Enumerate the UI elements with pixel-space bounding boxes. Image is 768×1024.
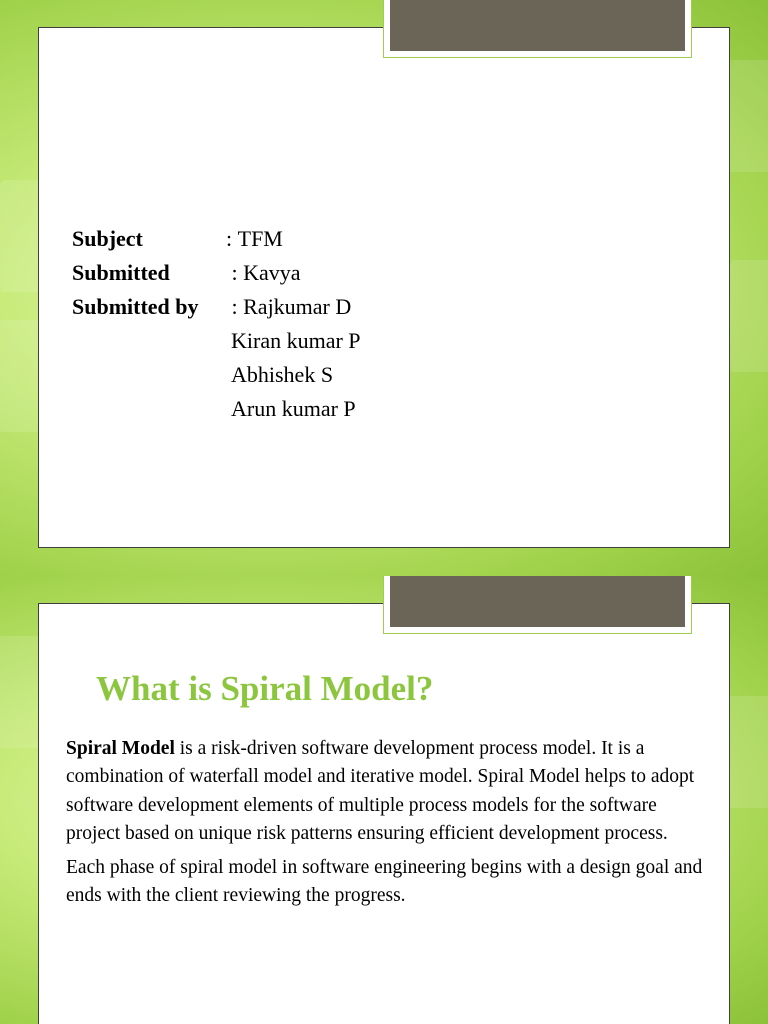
bold-term: Spiral Model	[66, 738, 175, 759]
info-row-submitted	[72, 256, 361, 290]
header-tab	[383, 576, 692, 634]
info-row-subject	[72, 222, 361, 256]
paragraph-1	[66, 735, 706, 848]
slide-card	[38, 603, 730, 1024]
slide-body	[66, 735, 706, 917]
member-name: Arun kumar P	[231, 396, 356, 421]
header-tab	[383, 0, 692, 58]
submitted-by-label: Submitted by	[72, 294, 199, 319]
header-tab-fill	[390, 0, 685, 51]
paragraph-2: Each phase of spiral model in software engineering begins with a design goal and ends with the client reviewing the progress.	[66, 857, 703, 907]
separator: :	[226, 260, 244, 285]
submitted-value: Kavya	[243, 260, 301, 285]
separator: :	[226, 226, 238, 251]
info-row-submitted-by	[72, 290, 361, 324]
submitted-label: Submitted	[72, 260, 170, 285]
subject-label: Subject	[72, 226, 143, 251]
header-tab-fill	[390, 576, 685, 627]
submission-info	[72, 222, 361, 426]
slide-title: What is Spiral Model?	[96, 669, 434, 708]
subject-value: TFM	[237, 226, 283, 251]
submitted-by-value: Rajkumar D	[243, 294, 352, 319]
member-name: Abhishek S	[231, 362, 334, 387]
paragraph-1-text: is a risk-driven software development process model. It is a combination of waterfall model and iterative model. Spiral Model helps to adopt software development elements of multiple process models for the software project based on unique risk patterns ensuring efficient development process.	[66, 738, 695, 844]
slide-card	[38, 27, 730, 548]
slide-2	[0, 576, 768, 1024]
member-name: Kiran kumar P	[231, 328, 361, 353]
separator: :	[226, 294, 244, 319]
